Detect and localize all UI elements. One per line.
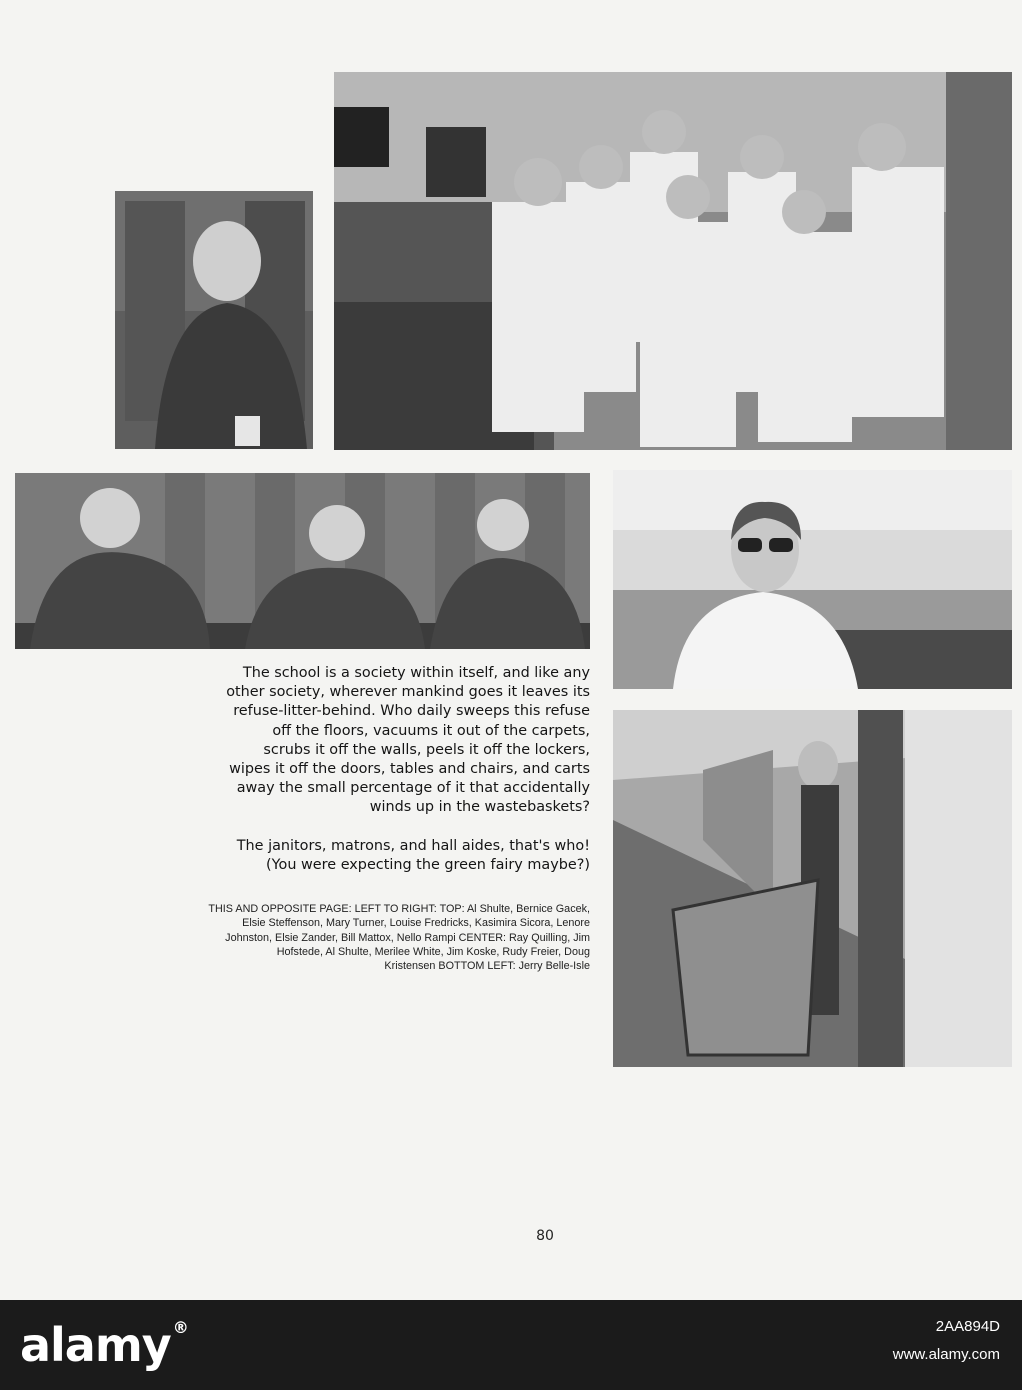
intro-text xyxy=(150,664,590,894)
page-number: 80 xyxy=(536,1228,554,1244)
photo-janitors-at-lockers xyxy=(15,473,590,649)
intro-line: scrubs it off the walls, peels it off the lockers, xyxy=(263,741,590,758)
intro-line: away the small percentage of it that accidentally xyxy=(236,780,590,797)
intro-line: The school is a society within itself, and like any xyxy=(242,665,590,681)
photo-man-with-pipe xyxy=(115,191,313,449)
intro-line: refuse-litter-behind. Who daily sweeps this refuse xyxy=(233,703,590,720)
photo-cafeteria-staff xyxy=(334,72,1012,450)
intro-line: wipes it off the doors, tables and chairs, and carts xyxy=(229,761,590,778)
caption-line: Johnston, Elsie Zander, Bill Mattox, Nello Rampi CENTER: Ray Quilling, Jim xyxy=(225,931,590,944)
site-url-link[interactable]: www.alamy.com xyxy=(892,1346,1000,1363)
closing-paragraph xyxy=(150,837,590,875)
registered-mark-icon: ® xyxy=(172,1318,188,1337)
caption-line: Kristensen BOTTOM LEFT: Jerry Belle-Isle xyxy=(384,960,590,973)
caption-line: Hofstede, Al Shulte, Merilee White, Jim Koske, Rudy Freier, Doug xyxy=(276,945,590,958)
intro-paragraph xyxy=(150,664,590,818)
image-id: 2AA894D xyxy=(935,1318,1000,1335)
closing-line: (You were expecting the green fairy maybe?) xyxy=(266,856,590,873)
closing-line: The janitors, matrons, and hall aides, that's who! xyxy=(236,837,590,854)
photo-hall-aide-with-cart xyxy=(613,710,1012,1067)
caption-line: Elsie Steffenson, Mary Turner, Louise Fredricks, Kasimira Sicora, Lenore xyxy=(242,917,590,930)
caption-line: THIS AND OPPOSITE PAGE: LEFT TO RIGHT: TOP: Al Shulte, Bernice Gacek, xyxy=(208,903,590,915)
stock-footer-bar xyxy=(0,1300,1022,1390)
intro-line: winds up in the wastebaskets? xyxy=(369,799,590,816)
intro-line: off the floors, vacuums it out of the carpets, xyxy=(272,722,590,739)
brand-name: alamy xyxy=(20,1318,171,1372)
photo-matron-portrait xyxy=(613,470,1012,689)
intro-line: other society, wherever mankind goes it leaves its xyxy=(226,684,590,701)
photo-caption xyxy=(96,902,590,973)
brand-logo[interactable] xyxy=(20,1318,188,1372)
